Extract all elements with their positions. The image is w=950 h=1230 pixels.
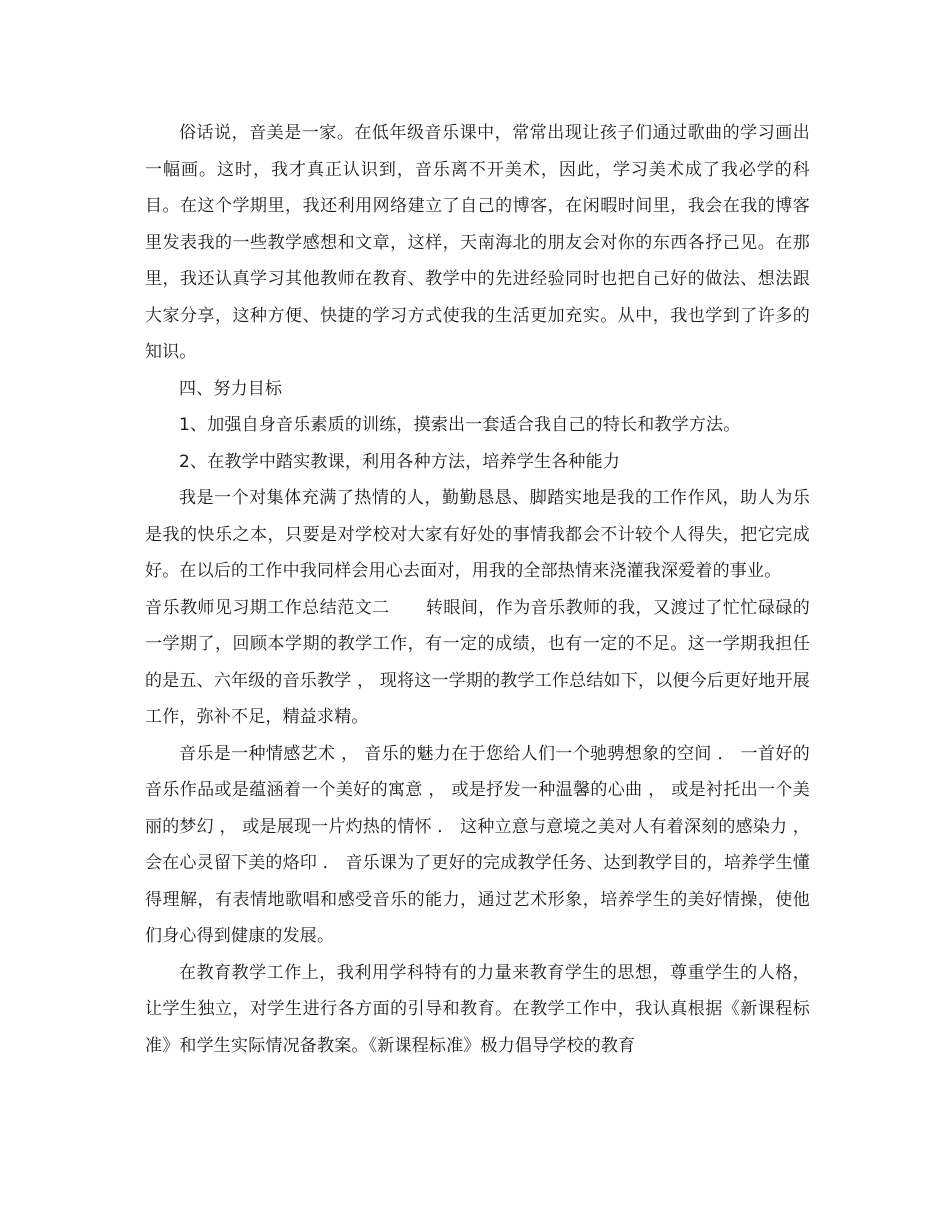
document-body (145, 115, 810, 1064)
paragraph-teaching-work: 在教育教学工作上，我利用学科特有的力量来教育学生的思想，尊重学生的人格，让学生独立，对学生进行各方面的引导和教育。在教学工作中，我认真根据《新课程标准》和学生实际情况备教案。《新课程标准》极力倡导学校的教育 (145, 962, 810, 1056)
section-title: 音乐教师见习期工作总结范文二 (145, 597, 390, 618)
heading-goals: 四、努力目标 (179, 378, 283, 399)
section-intro-text: 转眼间，作为音乐教师的我，又渡过了忙忙碌碌的一学期了，回顾本学期的教学工作，有一定的成绩，也有一定的不足。这一学期我担任的是五、六年级的音乐教学 ， 现将这一学期的教学工作总结如下，以便今后更好地开展工作，弥补不足，精益求精。 (145, 597, 810, 727)
paragraph-work-attitude: 我是一个对集体充满了热情的人，勤勤恳恳、脚踏实地是我的工作作风，助人为乐是我的快乐之本，只要是对学校对大家有好处的事情我都会不计较个人得失，把它完成好。在以后的工作中我同样会用心去面对，用我的全部热情来浇灌我深爱着的事业。 (145, 488, 810, 581)
paragraph-music-emotion: 音乐是一种情感艺术 ， 音乐的魅力在于您给人们一个驰骋想象的空间 ． 一首好的音乐作品或是蕴涵着一个美好的寓意 ， 或是抒发一种温馨的心曲 ， 或是衬托出一个美丽的梦幻 ， 或是展现一片灼热的情怀 ． 这种立意与意境之美对人有着深刻的感染力 ， 会在心灵留下美的烙印 ． 音乐课为了更好的完成教学任务、达到教学目的，培养学生懂得理解，有表情地歌唱和感受音乐的能力，通过艺术形象，培养学生的美好情操，使他们身心得到健康的发展。 (145, 743, 810, 946)
goal-item-2: 2、在教学中踏实教课，利用各种方法，培养学生各种能力 (179, 451, 621, 472)
goal-item-1: 1、加强自身音乐素质的训练，摸索出一套适合我自己的特长和教学方法。 (179, 415, 741, 435)
paragraph-art-and-music: 俗话说，音美是一家。在低年级音乐课中，常常出现让孩子们通过歌曲的学习画出一幅画。这时，我才真正认识到，音乐离不开美术，因此，学习美术成了我必学的科目。在这个学期里，我还利用网络建立了自己的博客，在闲暇时间里，我会在我的博客里发表我的一些教学感想和文章，这样，天南海北的朋友会对你的东西各抒己见。在那里，我还认真学习其他教师在教育、教学中的先进经验同时也把自己好的做法、想法跟大家分享，这种方便、快捷的学习方式使我的生活更加充实。从中，我也学到了许多的知识。 (145, 123, 810, 362)
section-two-intro-paragraph (145, 590, 810, 736)
